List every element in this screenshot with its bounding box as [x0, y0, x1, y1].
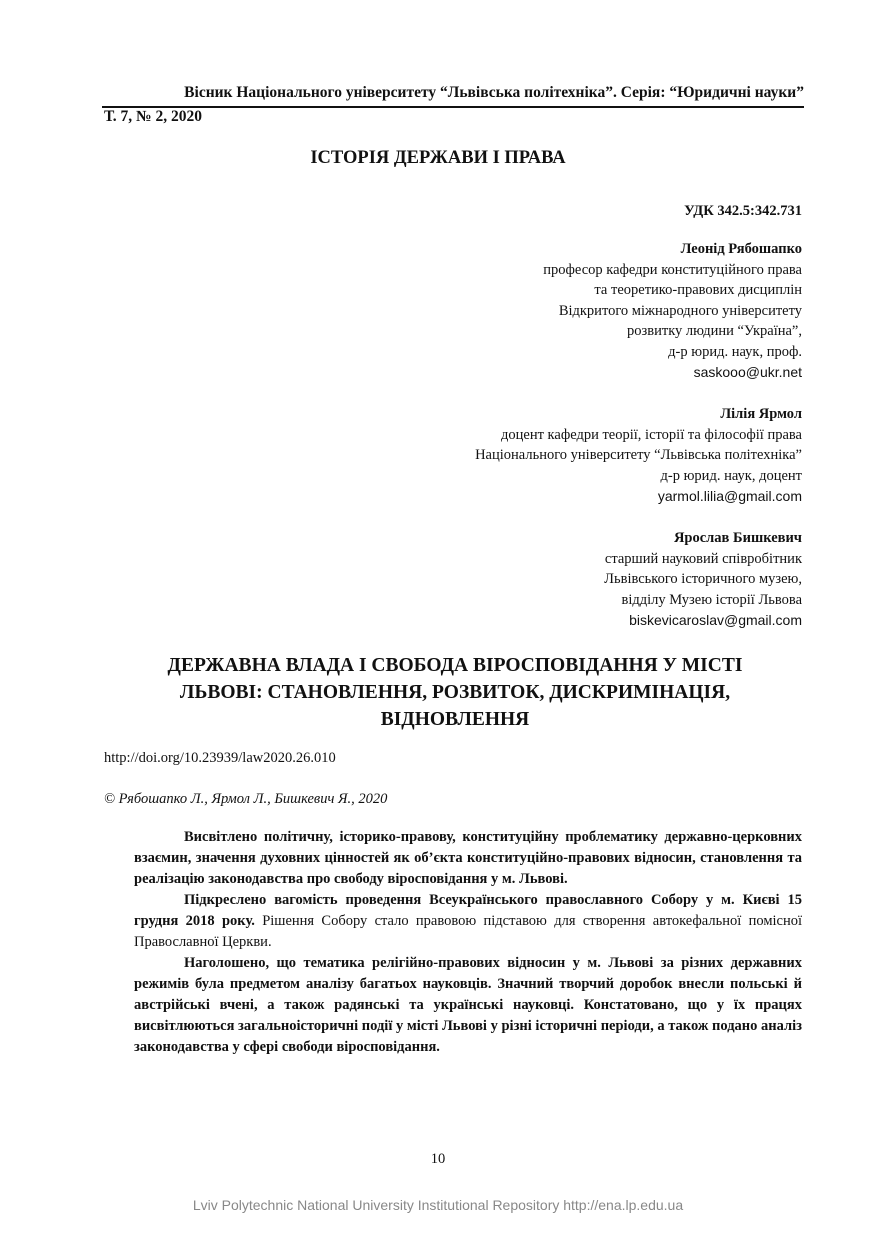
author-block-2	[475, 404, 802, 507]
author-affiliation-line: д-р юрид. наук, доцент	[660, 467, 802, 484]
author-block-3	[604, 528, 802, 631]
abstract-emphasis: Підкреслено вагомість проведення Всеукраїнського православного Собору у м. Києві 15 грудня 2018 року.	[134, 892, 802, 929]
author-name: Лілія Ярмол	[720, 406, 802, 422]
article-title-line: ВІДНОВЛЕННЯ	[380, 709, 530, 730]
header-divider	[102, 106, 804, 108]
author-affiliation-line: відділу Музею історії Львова	[621, 591, 802, 608]
author-affiliation-line: Національного університету “Львівська політехніка”	[475, 447, 802, 463]
abstract	[134, 827, 802, 1058]
volume-info: Т. 7, № 2, 2020	[104, 108, 202, 125]
author-affiliation-line: старший науковий співробітник	[604, 550, 802, 567]
abstract-paragraph: Висвітлено політичну, історико-правову, конституційну проблематику державно-церковних взаємин, значення духовних цінностей як об’єкта конституційно-правових відносин, становлення та реалізацію законодавства про свободу віросповідання у м. Львові.	[134, 829, 802, 887]
page-number: 10	[430, 1151, 446, 1167]
copyright-line: © Рябошапко Л., Ярмол Л., Бишкевич Я., 2020	[104, 791, 388, 807]
abstract-paragraph	[134, 890, 802, 953]
author-affiliation-line: та теоретико-правових дисциплін	[594, 282, 802, 298]
author-block-1	[543, 239, 802, 383]
repository-footer: Lviv Polytechnic National University Institutional Repository http://ena.lp.edu.ua	[192, 1197, 684, 1213]
journal-header: Вісник Національного університету “Львівська політехніка”. Серія: “Юридичні науки”	[184, 84, 804, 101]
udc-code: УДК 342.5:342.731	[684, 203, 802, 219]
author-affiliation-line: професор кафедри конституційного права	[543, 261, 802, 278]
author-name: Ярослав Бишкевич	[673, 530, 802, 546]
article-title-line: ЛЬВОВІ: СТАНОВЛЕННЯ, РОЗВИТОК, ДИСКРИМІНАЦІЯ,	[179, 682, 731, 703]
author-affiliation-line: д-р юрид. наук, проф.	[668, 343, 802, 360]
section-title: ІСТОРІЯ ДЕРЖАВИ І ПРАВА	[310, 148, 566, 168]
author-email[interactable]: saskooo@ukr.net	[693, 364, 802, 380]
author-affiliation-line: доцент кафедри теорії, історії та філософії права	[501, 426, 802, 443]
author-email[interactable]: biskevicaroslav@gmail.com	[629, 612, 802, 628]
article-title	[110, 652, 800, 733]
doi-link[interactable]: http://doi.org/10.23939/law2020.26.010	[104, 750, 336, 766]
article-title-line: ДЕРЖАВНА ВЛАДА І СВОБОДА ВІРОСПОВІДАННЯ У МІСТІ	[167, 655, 743, 676]
author-email[interactable]: yarmol.lilia@gmail.com	[657, 488, 802, 504]
abstract-paragraph: Наголошено, що тематика релігійно-правових відносин у м. Львові за різних державних режимів була предметом аналізу багатьох науковців. Значний творчий доробок внесли польські й австрійські вчені, а також радянські та українські науковці. Констатовано, що у їх працях висвітлюються загальноісторичні події у місті Львові у різні історичні періоди, а також подано аналіз законодавства у сфері свободи віросповідання.	[134, 955, 802, 1055]
abstract-text: Рішення Собору стало правовою підставою для створення автокефальної помісної Православної Церкви.	[134, 913, 802, 950]
author-affiliation-line: розвитку людини “Україна”,	[627, 323, 802, 339]
author-affiliation-line: Відкритого міжнародного університету	[558, 302, 802, 319]
author-affiliation-line: Львівського історичного музею,	[604, 571, 802, 587]
author-name: Леонід Рябошапко	[680, 241, 802, 257]
